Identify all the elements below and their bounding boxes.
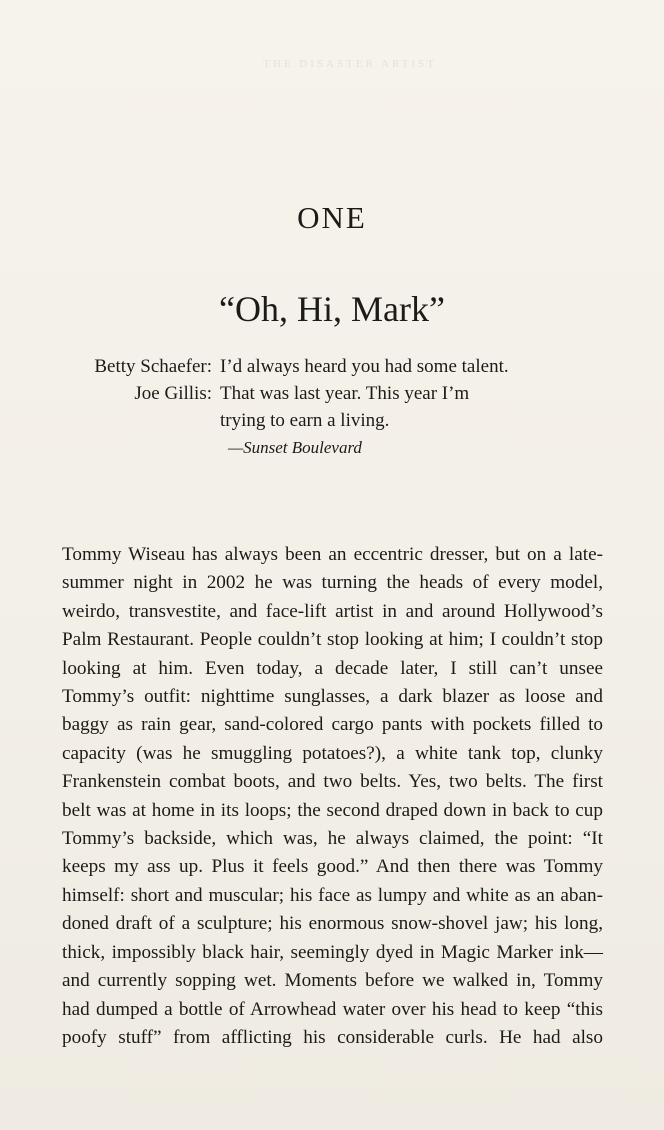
body-line: belt was at home in its loops; the second draped down in back to cup [62,799,603,821]
body-line: Tommy Wiseau has always been an eccentric dresser, but on a late- [62,544,603,565]
epigraph-line [40,380,620,407]
epigraph-line [40,353,620,380]
body-line: Tommy’s backside, which was, he always claimed, the point: “It [62,828,603,850]
chapter-title: “Oh, Hi, Mark” [219,289,445,329]
body-line: capacity (was he smuggling potatoes?), a white tank top, clunky [62,742,603,764]
epigraph-source: —Sunset Boulevard [228,438,362,457]
body-line: weirdo, transvestite, and face-lift artist in and around Hollywood’s [62,600,603,622]
show-through-running-head: THE DISASTER ARTIST [263,58,437,70]
body-line: Tommy’s outfit: nighttime sunglasses, a dark blazer as loose and [62,686,603,708]
body-line: and currently sopping wet. Moments before we walked in, Tommy [62,970,603,992]
epigraph [40,353,620,461]
body-line: doned draft of a sculpture; his enormous snow-shovel jaw; his long, [62,913,603,935]
epigraph-speaker: Betty Schaefer: [94,356,212,377]
chapter-number: ONE [297,200,367,235]
body-line: baggy as rain gear, sand-colored cargo pants with pockets filled to [62,714,603,736]
body-paragraph [62,541,603,1052]
body-line: poofy stuff” from afflicting his considerable curls. He had also [62,1026,603,1048]
body-line: thick, impossibly black hair, seemingly dyed in Magic Marker ink— [62,941,603,963]
body-line: had dumped a bottle of Arrowhead water over his head to keep “this [62,998,603,1020]
epigraph-text: I’d always heard you had some talent. [220,356,509,377]
epigraph-text: trying to earn a living. [220,410,390,431]
epigraph-speaker [40,407,220,434]
epigraph-line [40,407,620,434]
body-line: Frankenstein combat boots, and two belts. Yes, two belts. The first [62,771,603,793]
body-line: looking at him. Even today, a decade later, I still can’t unsee [62,657,603,679]
epigraph-text: That was last year. This year I’m [220,383,470,404]
epigraph-speaker: Joe Gillis: [134,383,212,404]
body-line: summer night in 2002 he was turning the heads of every model, [62,572,603,594]
body-line: himself: short and muscular; his face as lumpy and white as an aban- [62,884,603,906]
body-line: keeps my ass up. Plus it feels good.” And then there was Tommy [62,856,603,878]
body-line: Palm Restaurant. People couldn’t stop looking at him; I couldn’t stop [62,629,603,651]
